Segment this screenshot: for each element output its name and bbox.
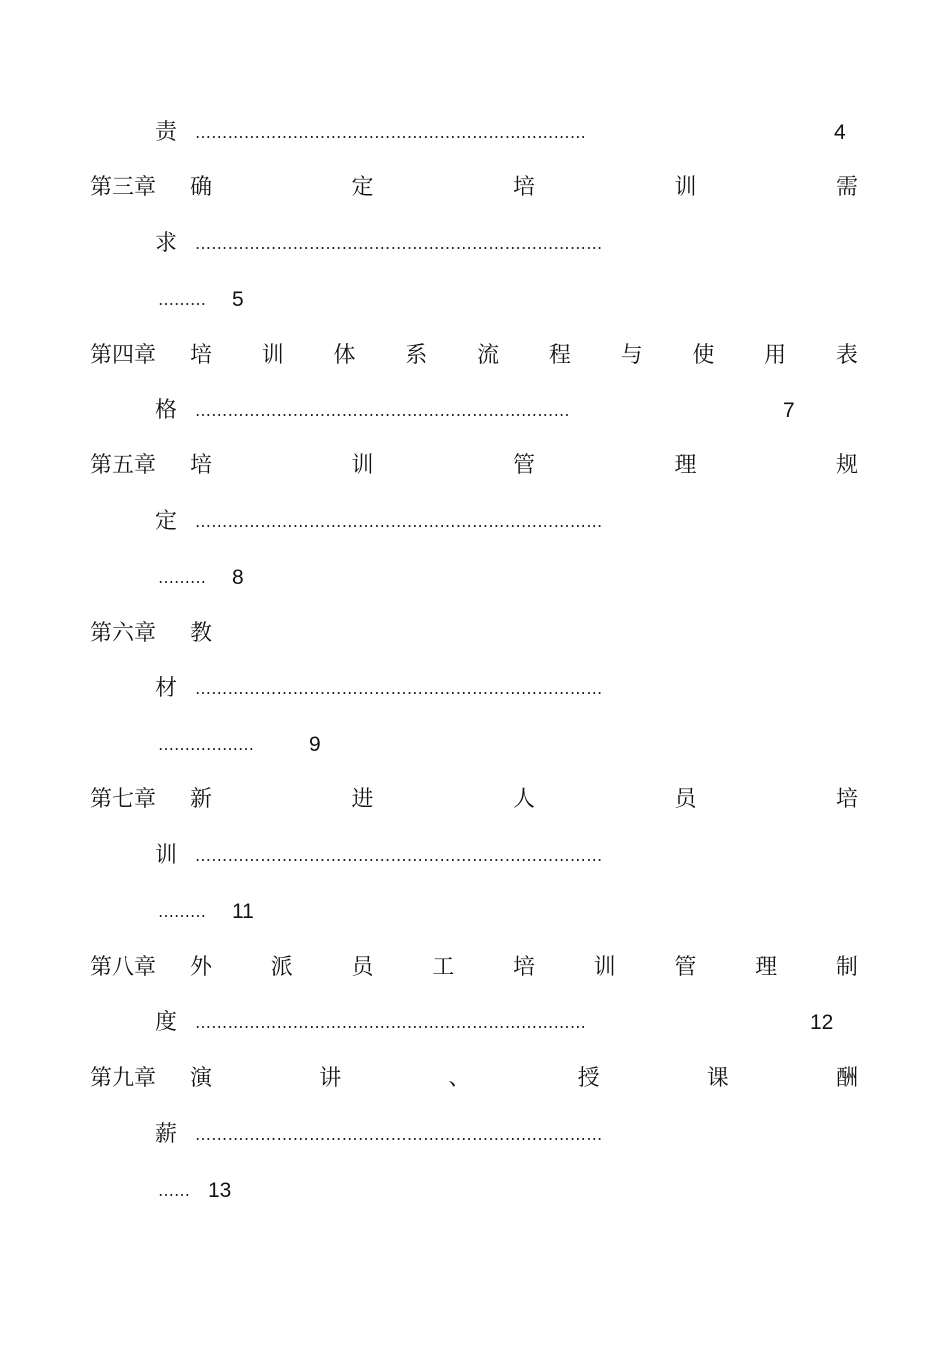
toc-entry-ch5-cont xyxy=(0,502,950,542)
toc-entry-ch6[interactable] xyxy=(0,614,950,654)
leader-dots: …………………………………………………………… xyxy=(195,401,570,420)
page-number: 7 xyxy=(783,399,795,422)
leader-dots: ……… xyxy=(158,568,206,587)
leader-dots: ………………………………………………………………… xyxy=(195,512,603,531)
entry-title-end: 训 xyxy=(155,843,178,868)
toc-entry-ch9-cont xyxy=(0,1115,950,1155)
chapter-title xyxy=(190,168,858,208)
page-number: 9 xyxy=(309,733,321,756)
toc-entry-ch9-page xyxy=(0,1171,950,1211)
chapter-title xyxy=(190,780,858,820)
title-char: 流 xyxy=(477,343,500,368)
title-char: 外 xyxy=(190,955,213,980)
leader-dots: ……………………………………………………………… xyxy=(195,123,587,142)
title-char: 管 xyxy=(512,453,535,478)
entry-title-end: 格 xyxy=(155,398,178,423)
title-char: 训 xyxy=(674,175,697,200)
toc-entry-ch7[interactable] xyxy=(0,780,950,820)
toc-entry-ch4-cont xyxy=(0,391,950,431)
chapter-title xyxy=(190,336,858,376)
title-char: 培 xyxy=(190,343,213,368)
title-char: 定 xyxy=(351,175,374,200)
chapter-label: 第三章 xyxy=(90,175,157,200)
chapter-label: 第四章 xyxy=(90,343,157,368)
title-char: 训 xyxy=(351,453,374,478)
toc-entry-ch7-cont xyxy=(0,836,950,876)
title-char: 用 xyxy=(764,343,787,368)
title-char: 酬 xyxy=(835,1066,858,1091)
title-char: 程 xyxy=(548,343,571,368)
title-char: 培 xyxy=(835,787,858,812)
title-char: 人 xyxy=(512,787,535,812)
title-char: 理 xyxy=(755,955,778,980)
title-char: 工 xyxy=(432,955,455,980)
page-number: 5 xyxy=(232,288,244,311)
title-char: 员 xyxy=(674,787,697,812)
page-number: 4 xyxy=(834,121,846,144)
chapter-label: 第八章 xyxy=(90,955,157,980)
toc-entry-ch3-cont xyxy=(0,224,950,264)
leader-dots: ……… xyxy=(158,290,206,309)
toc-entry-ch6-page xyxy=(0,725,950,765)
title-char: 进 xyxy=(351,787,374,812)
toc-entry-ch5-page xyxy=(0,558,950,598)
toc-entry-ch8[interactable] xyxy=(0,948,950,988)
title-char: 员 xyxy=(351,955,374,980)
leader-dots: …… xyxy=(158,1181,190,1200)
title-char: 新 xyxy=(190,787,213,812)
title-char: 规 xyxy=(835,453,858,478)
leader-dots: ………………………………………………………………… xyxy=(195,846,603,865)
title-char: 确 xyxy=(190,175,213,200)
page-number: 11 xyxy=(232,900,254,923)
chapter-title xyxy=(190,614,858,654)
chapter-label: 第五章 xyxy=(90,453,157,478)
chapter-title xyxy=(190,1059,858,1099)
toc-entry-ch3-page xyxy=(0,280,950,320)
title-char: 培 xyxy=(512,175,535,200)
leader-dots: ……… xyxy=(158,902,206,921)
chapter-title xyxy=(190,446,858,486)
title-char: 管 xyxy=(674,955,697,980)
leader-dots: ……………… xyxy=(158,735,254,754)
entry-title-end: 度 xyxy=(155,1010,178,1035)
chapter-title xyxy=(190,948,858,988)
title-char: 训 xyxy=(261,343,284,368)
chapter-label: 第六章 xyxy=(90,621,157,646)
title-char: 讲 xyxy=(319,1066,342,1091)
entry-title-end: 定 xyxy=(155,509,178,534)
title-char: 需 xyxy=(835,175,858,200)
chapter-label: 第九章 xyxy=(90,1066,157,1091)
entry-title-end: 薪 xyxy=(155,1122,178,1147)
page-number: 13 xyxy=(208,1179,232,1202)
title-char: 、 xyxy=(448,1066,471,1091)
entry-title-end: 求 xyxy=(155,231,178,256)
page-number: 8 xyxy=(232,566,244,589)
toc-entry-ch3[interactable] xyxy=(0,168,950,208)
title-char: 教 xyxy=(190,621,213,646)
leader-dots: ……………………………………………………………… xyxy=(195,1013,587,1032)
title-char: 系 xyxy=(405,343,428,368)
title-char: 体 xyxy=(333,343,356,368)
title-char: 表 xyxy=(835,343,858,368)
leader-dots: ………………………………………………………………… xyxy=(195,234,603,253)
toc-entry-continuation[interactable] xyxy=(0,113,950,153)
leader-dots: ………………………………………………………………… xyxy=(195,679,603,698)
title-char: 演 xyxy=(190,1066,213,1091)
title-char: 使 xyxy=(692,343,715,368)
toc-entry-ch8-cont xyxy=(0,1003,950,1043)
page-number: 12 xyxy=(810,1011,834,1034)
entry-title-end: 材 xyxy=(155,676,178,701)
toc-entry-ch5[interactable] xyxy=(0,446,950,486)
title-char: 制 xyxy=(835,955,858,980)
toc-entry-ch9[interactable] xyxy=(0,1059,950,1099)
title-char: 理 xyxy=(674,453,697,478)
title-char: 派 xyxy=(270,955,293,980)
title-char: 课 xyxy=(706,1066,729,1091)
title-char: 培 xyxy=(512,955,535,980)
toc-entry-ch6-cont xyxy=(0,669,950,709)
chapter-label: 第七章 xyxy=(90,787,157,812)
title-char: 与 xyxy=(620,343,643,368)
toc-entry-ch7-page xyxy=(0,892,950,932)
title-char: 训 xyxy=(593,955,616,980)
title-char: 授 xyxy=(577,1066,600,1091)
leader-dots: ………………………………………………………………… xyxy=(195,1125,603,1144)
title-char: 培 xyxy=(190,453,213,478)
entry-title-end: 责 xyxy=(155,120,178,145)
toc-entry-ch4[interactable] xyxy=(0,336,950,376)
